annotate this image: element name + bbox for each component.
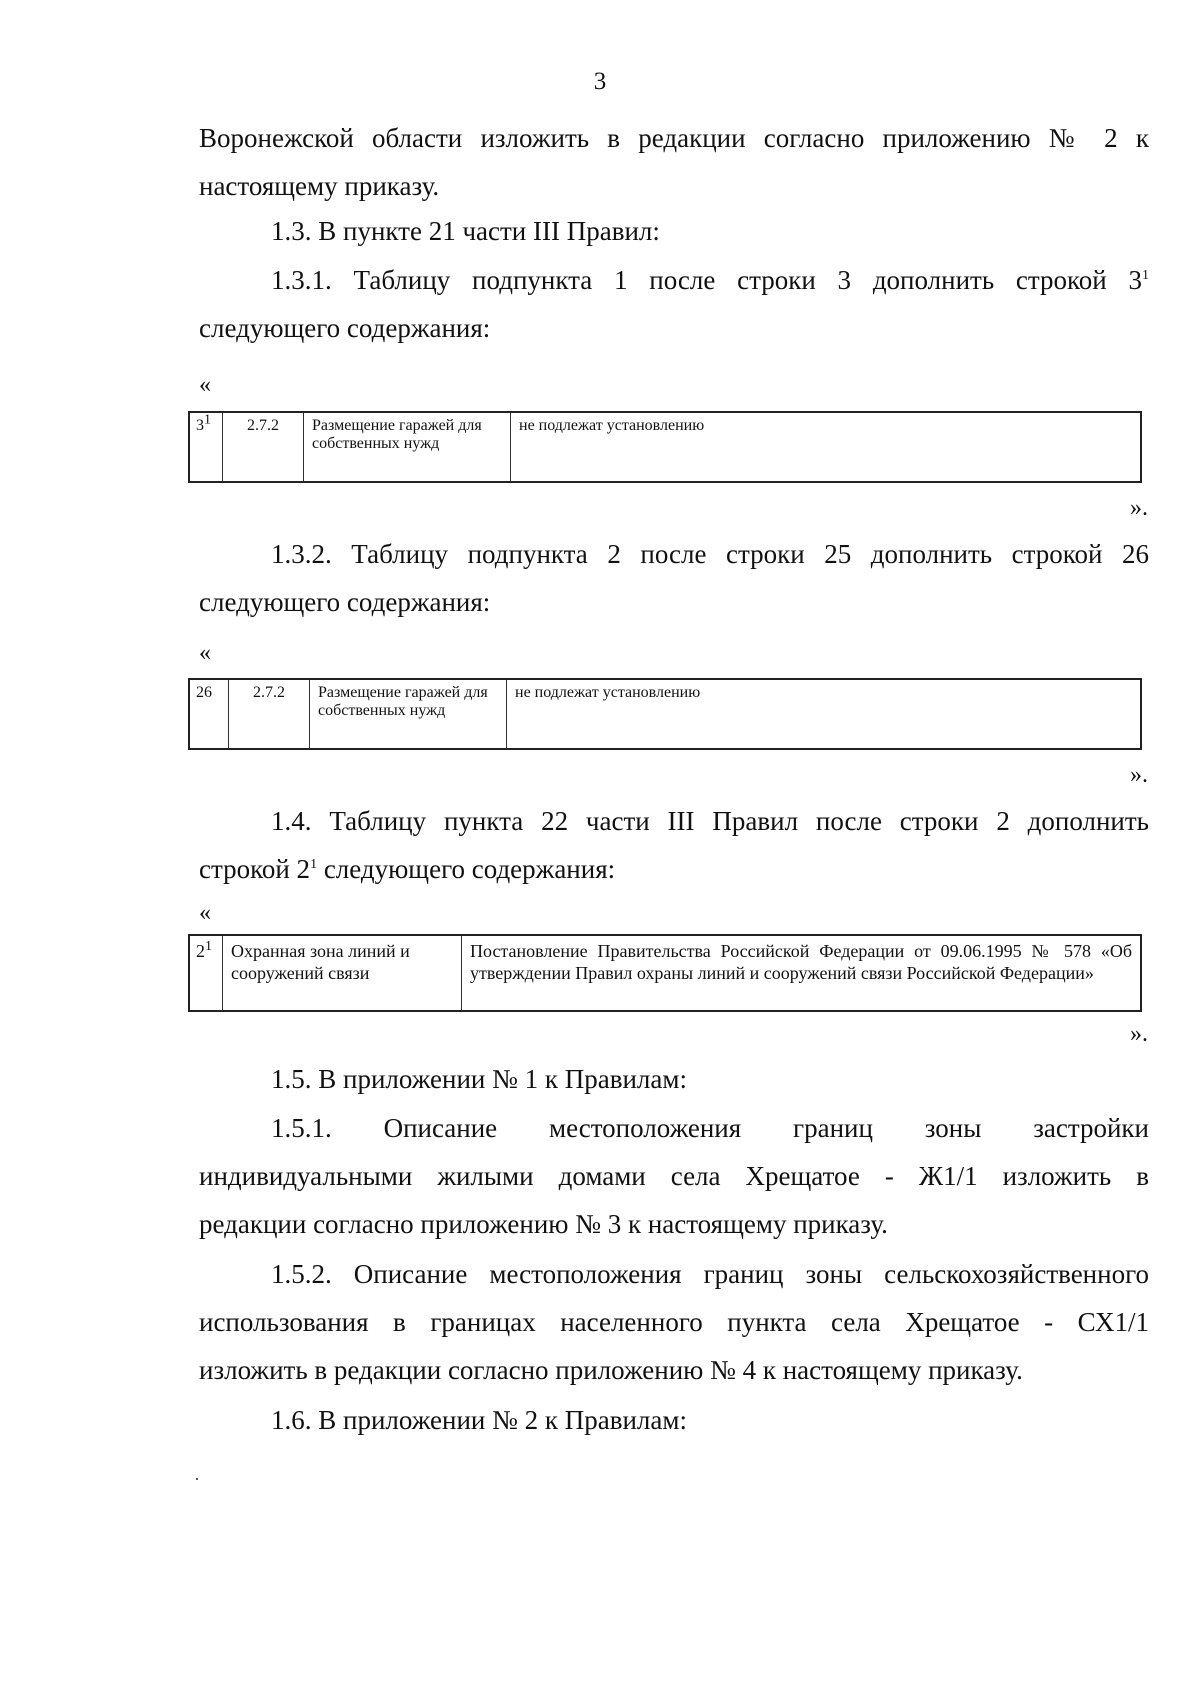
clause-1-5-text: 1.5. В приложении № 1 к Правилам:: [271, 1064, 687, 1094]
value-cell: не подлежат установлению: [511, 412, 1142, 482]
value-cell: не подлежат установлению: [507, 679, 1142, 749]
clause-1-5-2-line-1: 1.5.2. Описание местоположения границ зоны сельскохозяйственного: [271, 1259, 1149, 1289]
clause-1-6: [199, 1396, 1149, 1444]
closing-quote-3: ».: [1130, 1021, 1148, 1047]
clause-1-4-line-2: строкой $2^1$ следующего содержания:: [199, 854, 616, 884]
clause-1-3-1-line-2: следующего содержания:: [199, 313, 491, 343]
clause-1-5-1-line-1: 1.5.1. Описание местоположения границ зоны застройки: [271, 1113, 1149, 1143]
table-row: [189, 679, 1141, 749]
row-number-cell: $3^1$: [189, 412, 223, 482]
clause-1-3-1-superscript: 1: [1142, 268, 1149, 283]
name-cell: Охранная зона линий и сооружений связи: [223, 935, 462, 1011]
row-number-cell: 26: [189, 679, 229, 749]
opening-quote-2: «: [199, 640, 211, 666]
clause-1-6-text: 1.6. В приложении № 2 к Правилам:: [271, 1405, 687, 1435]
clause-1-3-2-line-1: 1.3.2. Таблицу подпункта 2 после строки 25 дополнить строкой 26: [271, 539, 1149, 569]
scan-speck: [196, 1478, 198, 1480]
inserted-table-2: [188, 678, 1142, 750]
clause-1-3-1-line-1: [199, 256, 1149, 304]
intro-line-2: настоящему приказу.: [199, 171, 440, 201]
name-cell: Размещение гаражей для собственных нужд: [310, 679, 507, 749]
clause-1-4: [199, 797, 1149, 893]
intro-paragraph: [199, 114, 1149, 210]
code-cell: 2.7.2: [229, 679, 310, 749]
table-row: [189, 412, 1141, 482]
clause-1-5: [199, 1055, 1149, 1103]
clause-1-5-2: [199, 1250, 1149, 1394]
clause-1-3-1-text: 1.3.1. Таблицу подпункта 1 после строки 3 дополнить строкой 3: [271, 265, 1142, 295]
closing-quote-2: ».: [1130, 762, 1148, 788]
name-cell: Размещение гаражей для собственных нужд: [304, 412, 511, 482]
clause-1-3: [199, 207, 1149, 255]
clause-1-3-2: [199, 530, 1149, 626]
row-number-cell: $2^1$: [189, 935, 223, 1011]
intro-line-1: Воронежской области изложить в редакции согласно приложению № 2 к: [199, 123, 1149, 153]
clause-1-3-text: 1.3. В пункте 21 части III Правил:: [271, 216, 660, 246]
clause-1-5-1-line-2: индивидуальными жилыми домами села Хрещатое - Ж1/1 изложить в: [199, 1161, 1149, 1191]
clause-1-5-1-line-3: редакции согласно приложению № 3 к настоящему приказу.: [199, 1209, 888, 1239]
opening-quote-3: «: [199, 900, 211, 926]
opening-quote-1: «: [199, 372, 211, 398]
table-row: [189, 935, 1141, 1011]
clause-1-5-1: [199, 1104, 1149, 1248]
inserted-table-3: [188, 934, 1142, 1012]
clause-1-4-line-1: 1.4. Таблицу пункта 22 части III Правил после строки 2 дополнить: [271, 806, 1149, 836]
page-number: 3: [593, 68, 607, 95]
clause-1-5-2-line-3: изложить в редакции согласно приложению № 4 к настоящему приказу.: [199, 1355, 1023, 1385]
clause-1-5-2-line-2: использования в границах населенного пункта села Хрещатое - СХ1/1: [199, 1307, 1149, 1337]
code-cell: 2.7.2: [223, 412, 304, 482]
clause-1-3-2-line-2: следующего содержания:: [199, 587, 491, 617]
inserted-table-1: [188, 411, 1142, 483]
clause-1-4-superscript: 1: [310, 857, 318, 872]
closing-quote-1: ».: [1130, 495, 1148, 521]
clause-1-3-1: [199, 256, 1149, 352]
value-cell: Постановление Правительства Российской Федерации от 09.06.1995 № 578 «Об утверждении Правил охраны линий и сооружений связи Российской Федерации»: [462, 935, 1142, 1011]
